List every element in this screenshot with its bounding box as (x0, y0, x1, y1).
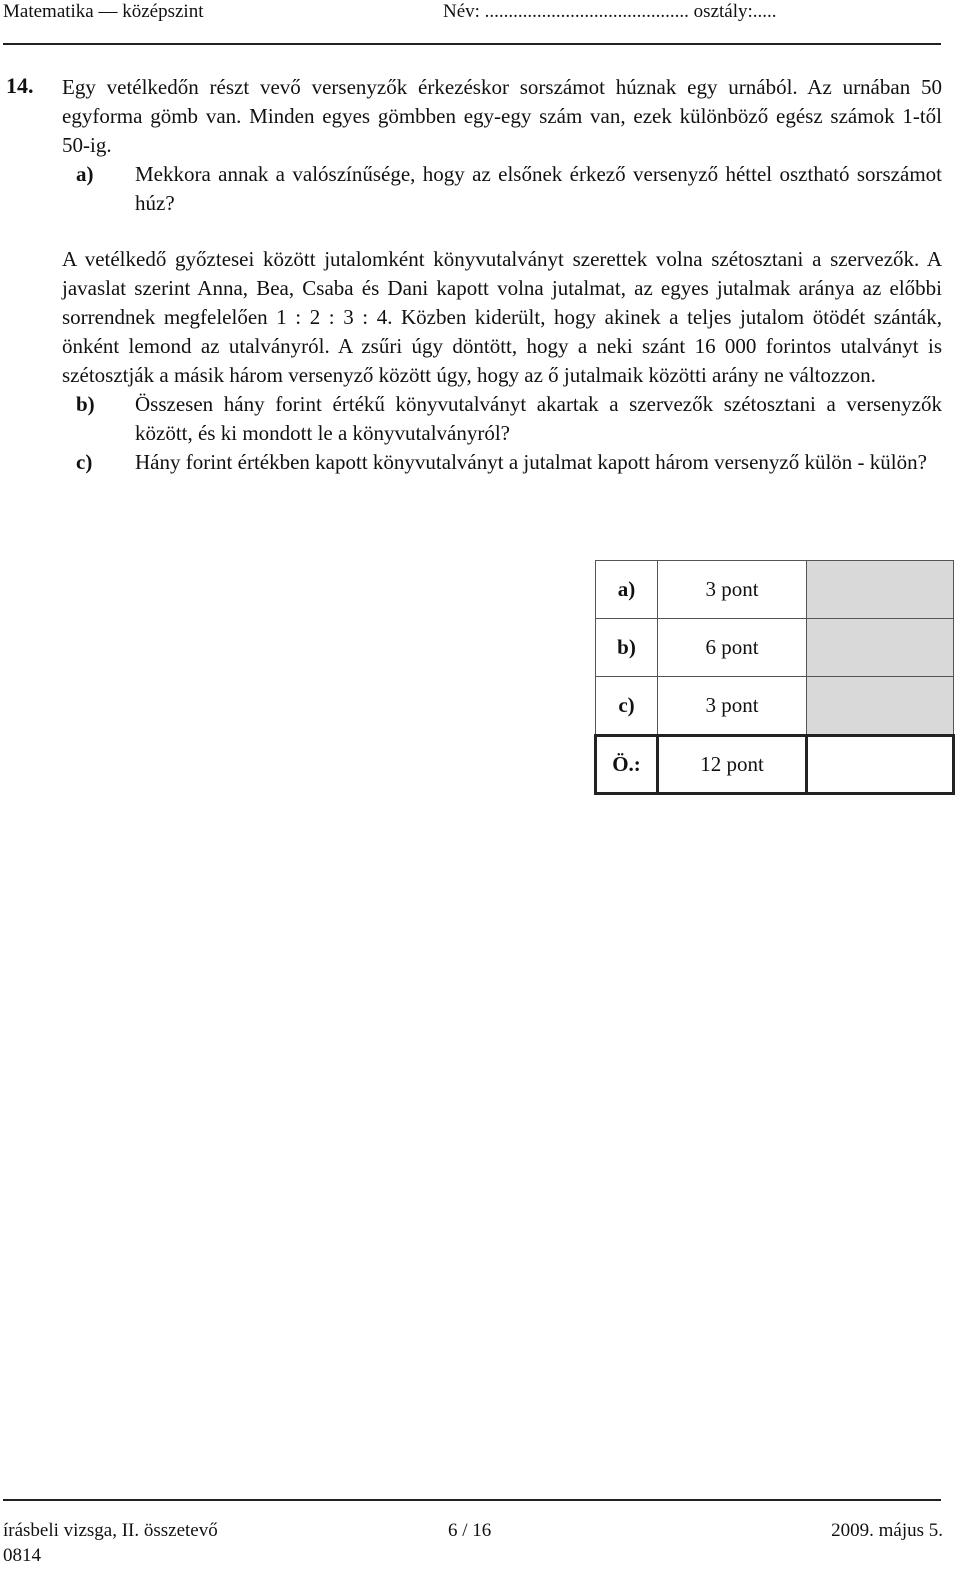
question-intro: Egy vetélkedőn részt vevő versenyzők érkezéskor sorszámot húznak egy urnából. Az urnában 50 egyforma gömb van. Minden egyes gömbben egy-egy szám van, ezek különböző egész számok 1-től 50-ig. (62, 75, 942, 157)
subquestion-a-text: Mekkora annak a valószínűsége, hogy az elsőnek érkező versenyző héttel osztható sorszámot húz? (135, 162, 942, 215)
footer-page-number: 6 / 16 (448, 1520, 492, 1541)
subquestion-b (62, 390, 942, 448)
score-row-earned (807, 619, 954, 677)
footer-rule (3, 1499, 941, 1501)
score-total-label: Ö.: (596, 736, 658, 794)
footer-exam-code: 0814 (3, 1545, 41, 1566)
score-row (596, 619, 954, 677)
score-total-row (596, 736, 954, 794)
score-total-points: 12 pont (658, 736, 807, 794)
score-table (594, 560, 955, 795)
subquestion-c (62, 448, 942, 477)
subquestion-a-label: a) (76, 162, 94, 186)
score-row (596, 561, 954, 619)
score-row-earned (807, 561, 954, 619)
score-row (596, 677, 954, 736)
score-row-label: c) (596, 677, 658, 736)
score-row-points: 6 pont (658, 619, 807, 677)
subquestion-a (62, 160, 942, 218)
score-row-label: a) (596, 561, 658, 619)
question-body (62, 73, 942, 477)
score-total-earned (807, 736, 954, 794)
footer-exam-part: írásbeli vizsga, II. összetevő (3, 1520, 218, 1541)
score-row-earned (807, 677, 954, 736)
subquestion-b-label: b) (76, 392, 95, 416)
question-number: 14. (6, 73, 34, 98)
header-name-class-field: Név: ........................................... osztály:..... (443, 1, 777, 22)
subquestion-c-text: Hány forint értékben kapott könyvutalványt a jutalmat kapott három versenyző külön - külön? (135, 450, 927, 474)
score-row-points: 3 pont (658, 561, 807, 619)
subquestion-c-label: c) (76, 450, 93, 474)
header-rule (3, 43, 941, 45)
footer-date: 2009. május 5. (831, 1520, 943, 1541)
score-row-points: 3 pont (658, 677, 807, 736)
page-header (3, 0, 943, 30)
score-row-label: b) (596, 619, 658, 677)
subquestion-b-text: Összesen hány forint értékű könyvutalványt akartak a szervezők szétosztani a versenyzők között, és ki mondott le a könyvutalványról? (135, 392, 942, 445)
header-subject: Matematika — középszint (3, 1, 204, 22)
question-context: A vetélkedő győztesei között jutalomként könyvutalványt szerettek volna szétosztani a szervezők. A javaslat szerint Anna, Bea, Csaba és Dani kapott volna jutalmat, az egyes jutalmak aránya az előbbi sorrendnek megfelelően 1 : 2 : 3 : 4. Közben kiderült, hogy akinek a teljes jutalom ötödét szánták, önként lemond az utalványról. A zsűri úgy döntött, hogy a neki szánt 16 000 forintos utalványt is szétosztják a másik három versenyző között úgy, hogy az ő jutalmaik közötti arány ne változzon. (62, 247, 942, 387)
